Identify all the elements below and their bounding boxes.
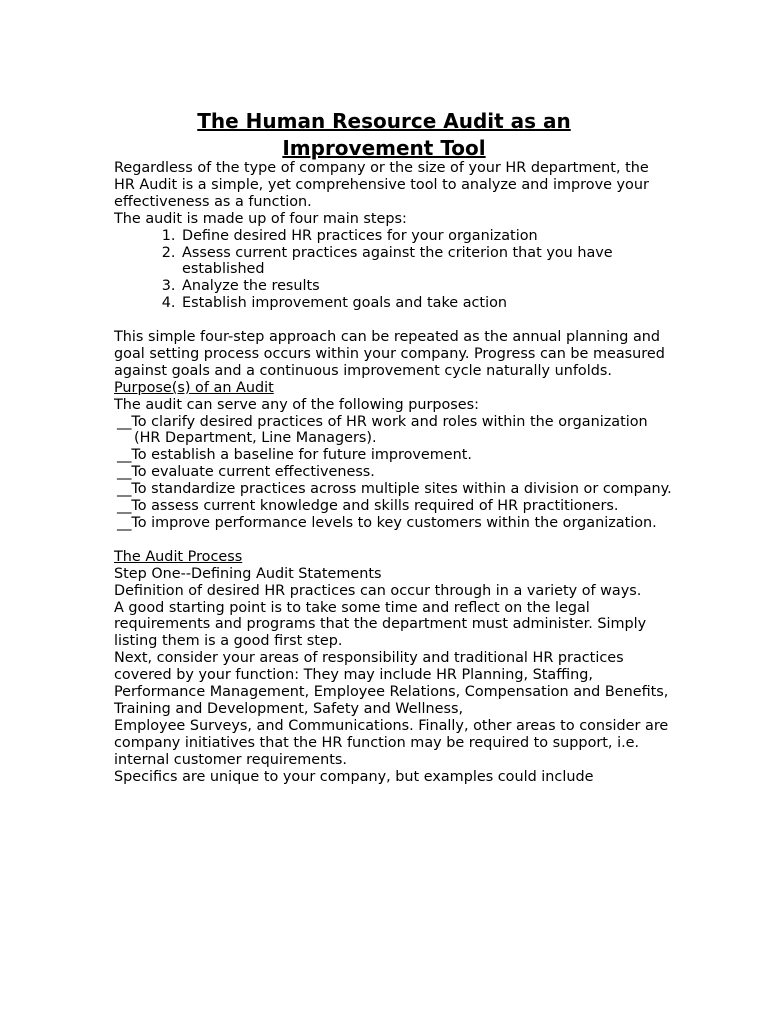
list-item: 1. Define desired HR practices for your organization <box>180 228 674 245</box>
purpose-item <box>114 498 674 515</box>
purposes-heading: Purpose(s) of an Audit <box>114 379 274 396</box>
title-line-1: The Human Resource Audit as an <box>197 109 571 133</box>
steps-lead: The audit is made up of four main steps: <box>114 210 407 227</box>
approach-paragraph: This simple four-step approach can be repeated as the annual planning and goal setting process occurs within your company. Progress can be measured against goals and a continuous improvement cycle naturally unfolds. <box>114 329 665 379</box>
purpose-text: To clarify desired practices of HR work and roles within the organization (HR Department, Line Managers). <box>131 413 648 447</box>
purpose-marker: __ <box>117 464 132 481</box>
purpose-marker: __ <box>117 498 132 515</box>
purpose-item <box>114 481 674 498</box>
purpose-item <box>114 414 674 448</box>
process-paragraph-1: Definition of desired HR practices can occur through in a variety of ways. <box>114 582 642 599</box>
purpose-marker: __ <box>117 481 132 498</box>
purpose-text: To standardize practices across multiple sites within a division or company. <box>131 481 672 498</box>
purpose-item <box>114 515 674 532</box>
spacer <box>114 312 674 329</box>
process-paragraph-5: Specifics are unique to your company, but examples could include <box>114 768 594 785</box>
purpose-text: To assess current knowledge and skills required of HR practitioners. <box>131 498 619 515</box>
document-title <box>0 108 768 162</box>
process-paragraph-4: Employee Surveys, and Communications. Finally, other areas to consider are company initiatives that the HR function may be required to support, i.e. internal customer requirements. <box>114 717 669 768</box>
purpose-marker: __ <box>117 413 132 430</box>
intro-paragraph: Regardless of the type of company or the size of your HR department, the HR Audit is a simple, yet comprehensive tool to analyze and improve your effectiveness as a function. <box>114 160 649 210</box>
purpose-text: To evaluate current effectiveness. <box>131 464 375 481</box>
document-body <box>114 160 674 786</box>
steps-list <box>114 228 674 313</box>
process-paragraph-2: A good starting point is to take some time and reflect on the legal requirements and programs that the department must administer. Simply listing them is a good first step. <box>114 599 647 650</box>
spacer <box>114 532 674 549</box>
purpose-item <box>114 464 674 481</box>
process-heading: The Audit Process <box>114 548 243 565</box>
list-item: 3. Analyze the results <box>180 278 674 295</box>
purpose-marker: __ <box>117 515 132 532</box>
step-one-heading: Step One--Defining Audit Statements <box>114 565 382 582</box>
title-line-2: Improvement Tool <box>282 136 486 160</box>
list-item: 4. Establish improvement goals and take action <box>180 295 674 312</box>
process-paragraph-3: Next, consider your areas of responsibility and traditional HR practices covered by your function: They may include HR Planning, Staffing, Performance Management, Employee Relations, Compensation and Benefits, Training and Development, Safety and Wellness, <box>114 650 669 717</box>
purpose-text: To establish a baseline for future improvement. <box>131 447 472 464</box>
purpose-text: To improve performance levels to key customers within the organization. <box>131 515 657 532</box>
purpose-marker: __ <box>117 447 132 464</box>
list-item: 2. Assess current practices against the criterion that you have established <box>180 245 674 279</box>
purposes-lead: The audit can serve any of the following purposes: <box>114 396 480 413</box>
purpose-item <box>114 447 674 464</box>
